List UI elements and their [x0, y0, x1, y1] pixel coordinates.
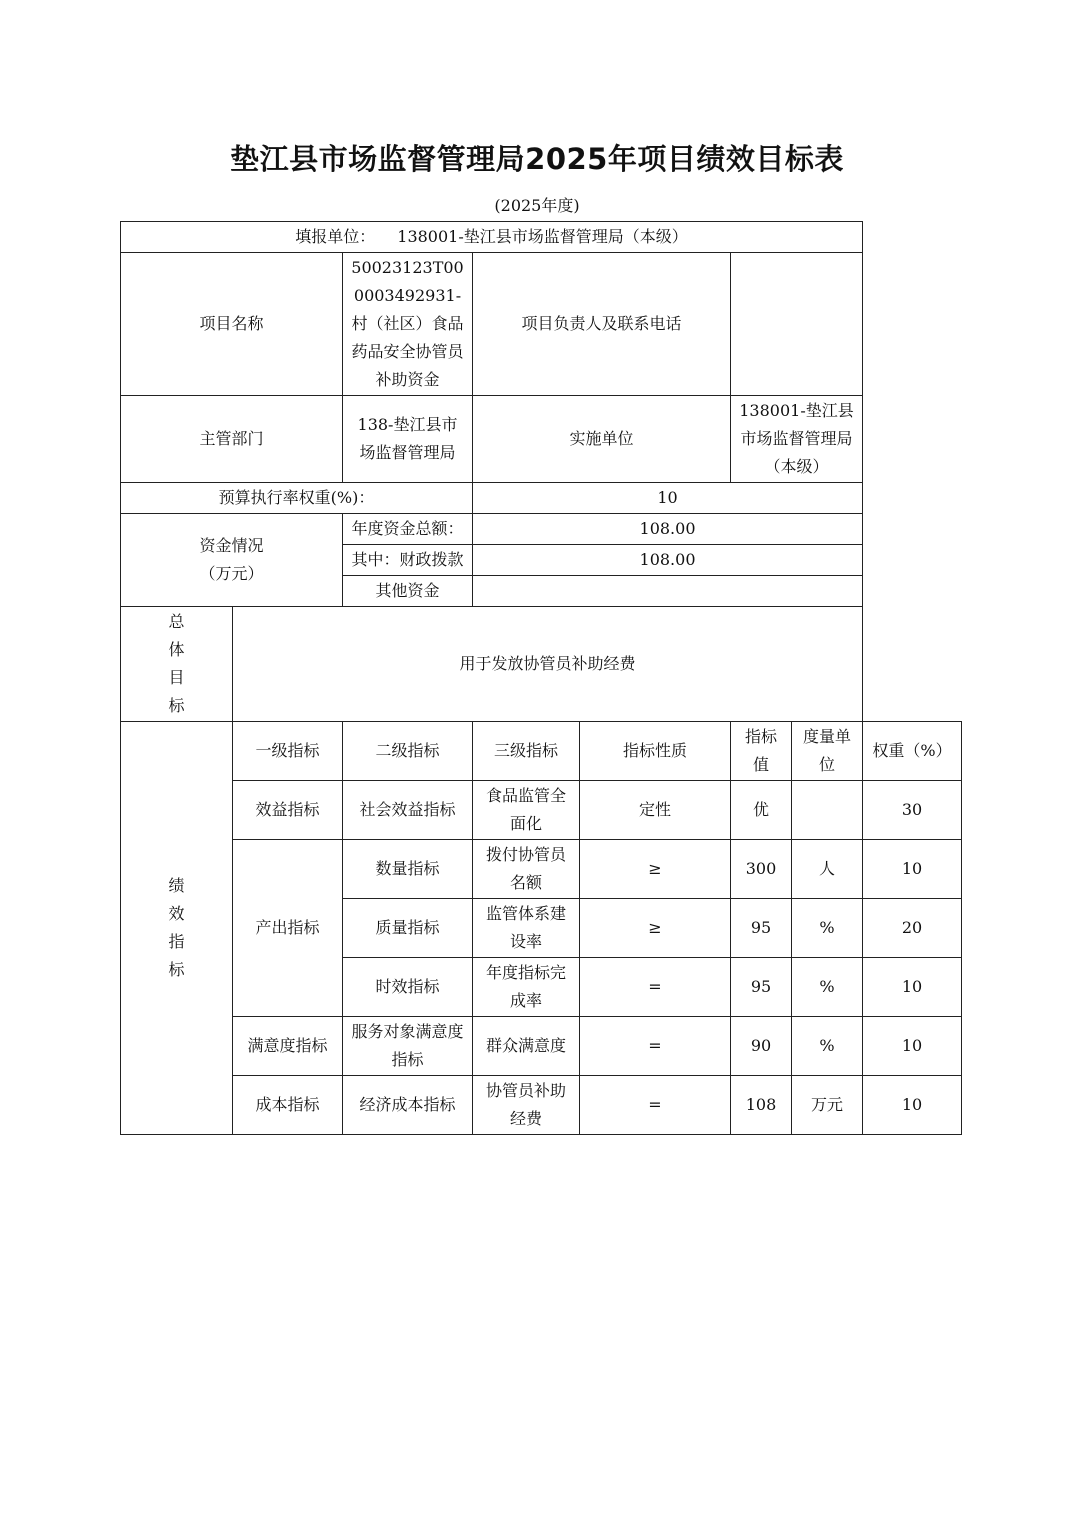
funds-total-value: 108.00	[473, 514, 863, 545]
overall-goal-row	[121, 607, 962, 722]
overall-goal-value: 用于发放协管员补助经费	[233, 607, 863, 722]
unit-cell: 万元	[792, 1076, 863, 1135]
nature-cell: =	[580, 958, 731, 1017]
budget-weight-label: 预算执行率权重(%)：	[121, 483, 473, 514]
fill-unit-row	[121, 222, 962, 253]
table-row	[121, 781, 962, 840]
implementing-unit-value: 138001-垫江县市场监督管理局（本级）	[731, 396, 863, 483]
level2-cell: 服务对象满意度指标	[343, 1017, 473, 1076]
nature-cell: =	[580, 1017, 731, 1076]
weight-cell: 30	[863, 781, 962, 840]
level2-cell: 质量指标	[343, 899, 473, 958]
level2-cell: 经济成本指标	[343, 1076, 473, 1135]
fill-unit-label: 填报单位：	[295, 227, 376, 246]
project-name-label: 项目名称	[121, 253, 343, 396]
level3-cell: 食品监管全面化	[473, 781, 580, 840]
table-row	[121, 1017, 962, 1076]
value-cell: 95	[731, 958, 792, 1017]
level1-cost: 成本指标	[233, 1076, 343, 1135]
level3-cell: 监管体系建设率	[473, 899, 580, 958]
value-cell: 95	[731, 899, 792, 958]
level1-satisfaction: 满意度指标	[233, 1017, 343, 1076]
unit-cell: %	[792, 899, 863, 958]
level3-cell: 群众满意度	[473, 1017, 580, 1076]
implementing-unit-label: 实施单位	[473, 396, 731, 483]
level3-cell: 拨付协管员名额	[473, 840, 580, 899]
nature-cell: 定性	[580, 781, 731, 840]
fill-unit-value: 138001-垫江县市场监督管理局（本级）	[397, 227, 688, 246]
nature-cell: ≥	[580, 899, 731, 958]
weight-cell: 10	[863, 1076, 962, 1135]
project-name-row	[121, 253, 962, 396]
budget-weight-row	[121, 483, 962, 514]
header-level1: 一级指标	[233, 722, 343, 781]
performance-goal-table	[120, 221, 962, 1135]
value-cell: 90	[731, 1017, 792, 1076]
weight-cell: 10	[863, 840, 962, 899]
level2-cell: 时效指标	[343, 958, 473, 1017]
table-row	[121, 840, 962, 899]
level1-output: 产出指标	[233, 840, 343, 1017]
value-cell: 300	[731, 840, 792, 899]
page-title: 垫江县市场监督管理局2025年项目绩效目标表	[230, 142, 844, 176]
project-contact-label: 项目负责人及联系电话	[473, 253, 731, 396]
header-nature: 指标性质	[580, 722, 731, 781]
funds-total-row	[121, 514, 962, 545]
unit-cell	[792, 781, 863, 840]
nature-cell: =	[580, 1076, 731, 1135]
overall-goal-label-cell	[121, 607, 233, 722]
department-value: 138-垫江县市场监督管理局	[343, 396, 473, 483]
funds-label-line1: 资金情况	[199, 536, 264, 555]
value-cell: 108	[731, 1076, 792, 1135]
department-label: 主管部门	[121, 396, 343, 483]
table-row	[121, 1076, 962, 1135]
funds-fiscal-value: 108.00	[473, 545, 863, 576]
department-row	[121, 396, 962, 483]
funds-total-label: 年度资金总额：	[343, 514, 473, 545]
weight-cell: 20	[863, 899, 962, 958]
overall-goal-label: 总体目标	[168, 612, 185, 715]
value-cell: 优	[731, 781, 792, 840]
unit-cell: %	[792, 958, 863, 1017]
fill-unit-cell	[121, 222, 863, 253]
project-name-value: 50023123T000003492931-村（社区）食品药品安全协管员补助资金	[343, 253, 473, 396]
budget-weight-value: 10	[473, 483, 863, 514]
indicator-header-row	[121, 722, 962, 781]
header-value: 指标值	[731, 722, 792, 781]
level3-cell: 年度指标完成率	[473, 958, 580, 1017]
level1-benefit: 效益指标	[233, 781, 343, 840]
header-weight: 权重（%）	[863, 722, 962, 781]
header-level2: 二级指标	[343, 722, 473, 781]
funds-label-line2: （万元）	[199, 564, 264, 583]
unit-cell: %	[792, 1017, 863, 1076]
level2-cell: 社会效益指标	[343, 781, 473, 840]
fiscal-year-subtitle: (2025年度)	[494, 196, 580, 215]
level3-cell: 协管员补助经费	[473, 1076, 580, 1135]
weight-cell: 10	[863, 1017, 962, 1076]
performance-label-cell	[121, 722, 233, 1135]
funds-fiscal-label: 其中：财政拨款	[343, 545, 473, 576]
nature-cell: ≥	[580, 840, 731, 899]
level2-cell: 数量指标	[343, 840, 473, 899]
header-level3: 三级指标	[473, 722, 580, 781]
funds-label	[121, 514, 343, 607]
funds-other-value	[473, 576, 863, 607]
funds-other-label: 其他资金	[343, 576, 473, 607]
performance-label: 绩效指标	[168, 876, 185, 979]
unit-cell: 人	[792, 840, 863, 899]
header-unit: 度量单位	[792, 722, 863, 781]
weight-cell: 10	[863, 958, 962, 1017]
project-contact-value	[731, 253, 863, 396]
